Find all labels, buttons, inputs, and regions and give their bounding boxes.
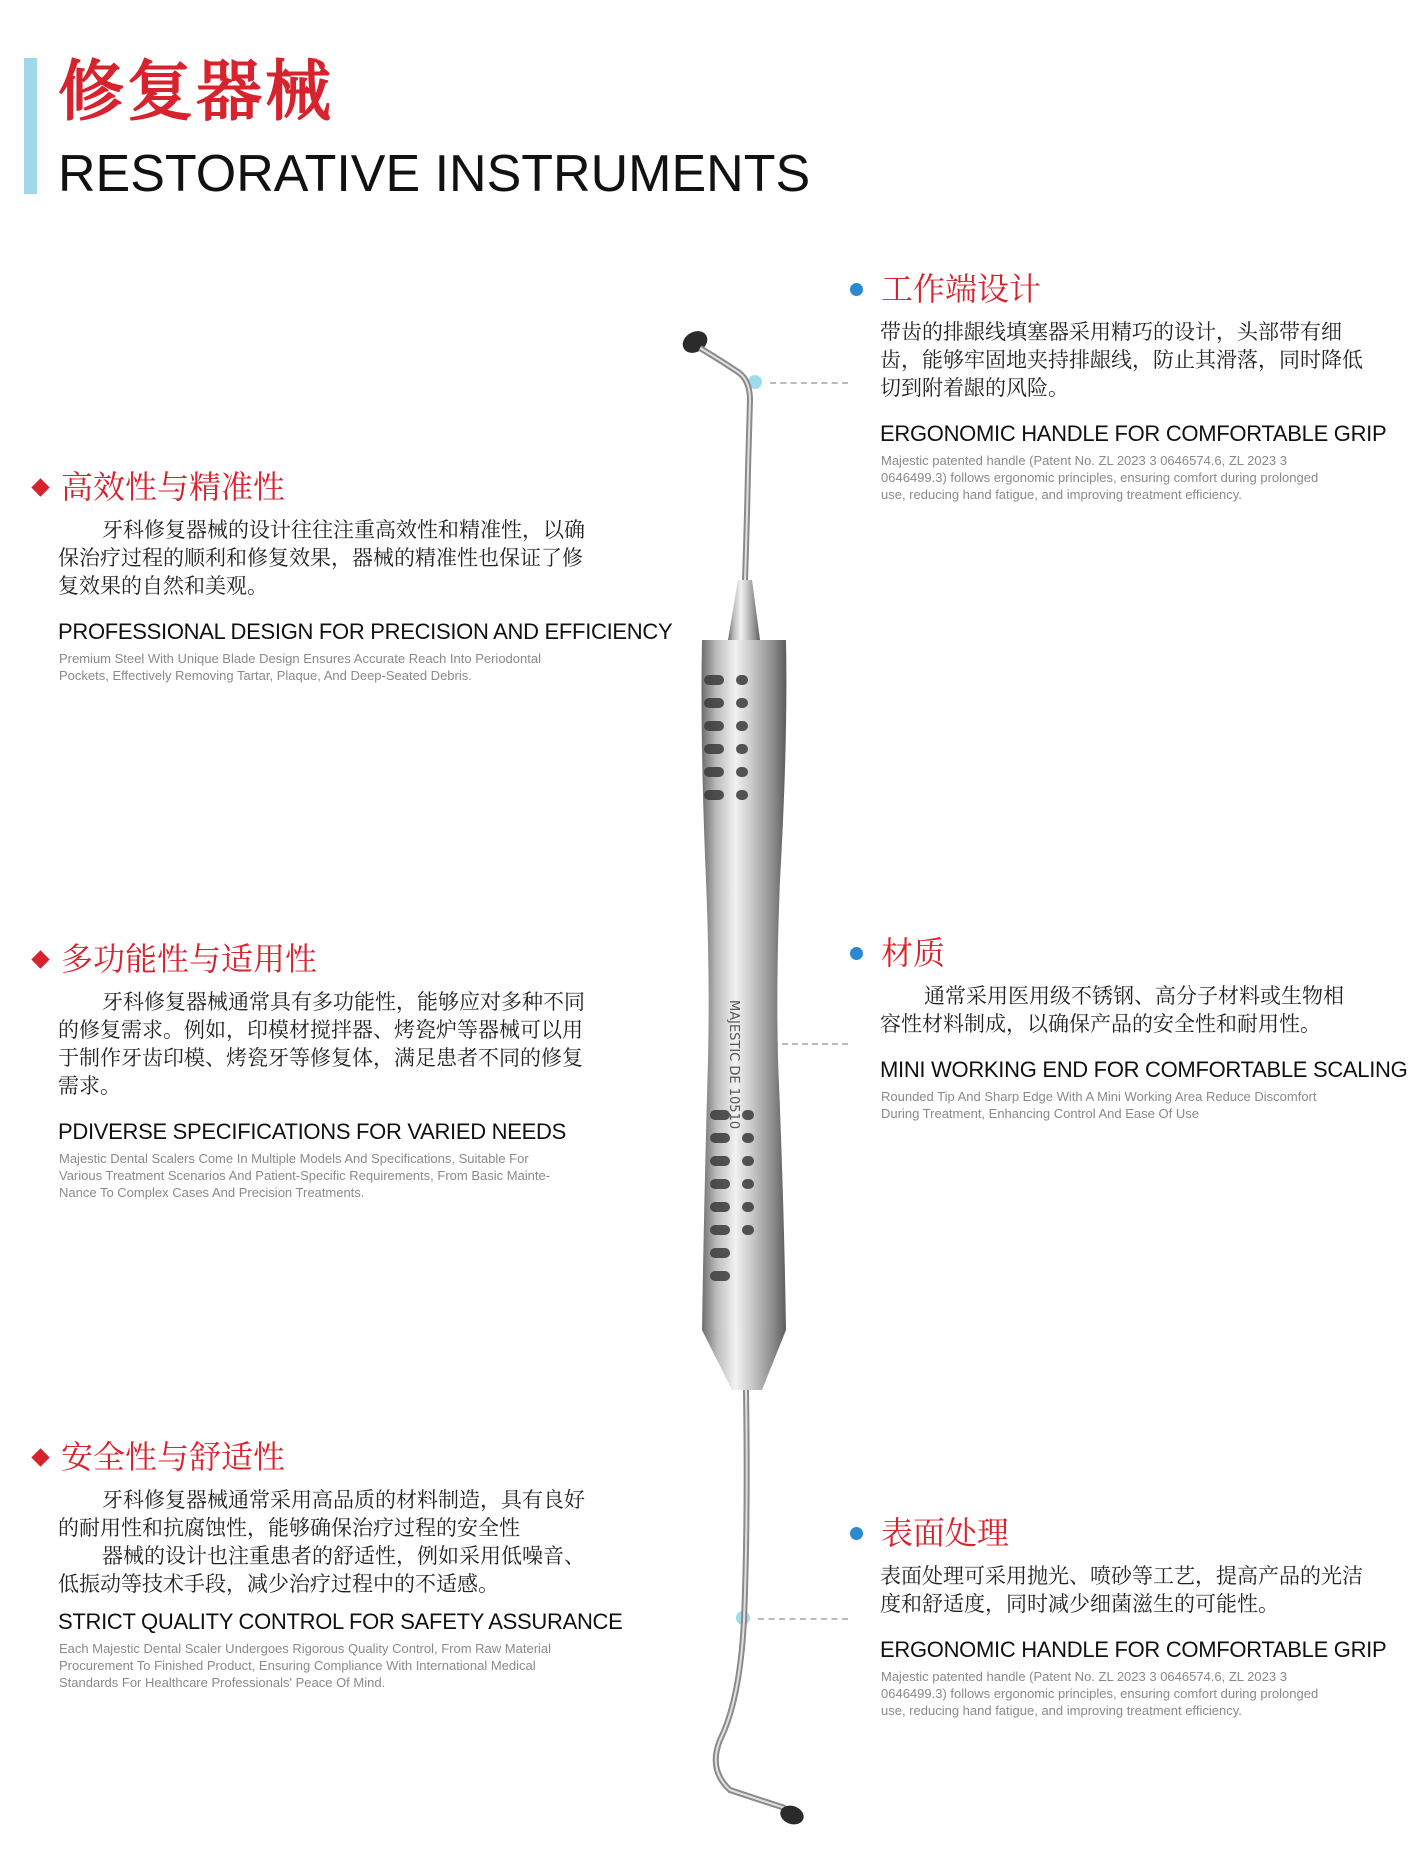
diamond-bullet-icon [31, 950, 49, 968]
feature-cn-text [880, 318, 1388, 402]
feature-en-text [881, 1668, 1388, 1719]
feature-en-heading: PROFESSIONAL DESIGN FOR PRECISION AND EFFICIENCY [58, 619, 673, 644]
cn-line: 器械的设计也注重患者的舒适性，例如采用低噪音、 [102, 1544, 585, 1568]
diamond-bullet-icon [31, 1448, 49, 1466]
cn-line: 表面处理可采用抛光、喷砂等工艺，提高产品的光洁 [880, 1564, 1363, 1588]
feature-en-heading: ERGONOMIC HANDLE FOR COMFORTABLE GRIP [880, 421, 1387, 446]
feature-en-text [59, 1150, 626, 1201]
feature-material [848, 932, 1408, 1122]
en-line: 0646499.3) follows ergonomic principles, ensuring comfort during prolonged [881, 1686, 1319, 1701]
dot-bullet-icon [850, 1527, 863, 1540]
en-line: use, reducing hand fatigue, and improving treatment efficiency. [881, 487, 1242, 502]
cn-line: 的修复需求。例如，印模材搅拌器、烤瓷炉等器械可以用 [58, 1018, 583, 1042]
title-accent-bar [24, 58, 37, 194]
feature-safety [26, 1436, 626, 1691]
dot-bullet-icon [850, 947, 863, 960]
cn-line: 低振动等技术手段，减少治疗过程中的不适感。 [58, 1572, 499, 1596]
page-title-en: RESTORATIVE INSTRUMENTS [58, 145, 811, 203]
handle-engraving: MAJESTIC DE 10510 [726, 1000, 741, 1130]
feature-en-text [59, 1640, 626, 1691]
cn-line: 度和舒适度，同时减少细菌滋生的可能性。 [880, 1592, 1279, 1616]
feature-en-heading: ERGONOMIC HANDLE FOR COMFORTABLE GRIP [880, 1637, 1387, 1662]
top-working-end [679, 327, 750, 580]
feature-cn-text [58, 1486, 626, 1598]
cn-line: 带齿的排龈线填塞器采用精巧的设计，头部带有细 [880, 320, 1342, 344]
feature-en-text [59, 650, 626, 684]
diamond-bullet-icon [31, 478, 49, 496]
feature-heading: 多功能性与适用性 [61, 940, 318, 978]
cn-line: 于制作牙齿印模、烤瓷牙等修复体，满足患者不同的修复 [58, 1046, 583, 1070]
en-line: Majestic Dental Scalers Come In Multiple Models And Specifications, Suitable For [59, 1151, 529, 1166]
cn-line: 牙科修复器械通常具有多功能性，能够应对多种不同 [102, 990, 585, 1014]
feature-versatility [26, 938, 626, 1201]
feature-surface [848, 1512, 1388, 1719]
en-line: Each Majestic Dental Scaler Undergoes Rigorous Quality Control, From Raw Material [59, 1641, 552, 1656]
feature-working-end [848, 268, 1388, 503]
bottom-neck [702, 1330, 786, 1390]
cn-line: 齿，能够牢固地夹持排龈线，防止其滑落，同时降低 [880, 348, 1363, 372]
cn-line: 切到附着龈的风险。 [880, 376, 1069, 400]
en-line: use, reducing hand fatigue, and improving treatment efficiency. [881, 1703, 1242, 1718]
cn-line: 的耐用性和抗腐蚀性，能够确保治疗过程的安全性 [58, 1516, 520, 1540]
en-line: Standards For Healthcare Professionals' Peace Of Mind. [59, 1675, 386, 1690]
feature-heading: 工作端设计 [881, 270, 1042, 308]
en-line: Majestic patented handle (Patent No. ZL 2023 3 0646574.6, ZL 2023 3 [881, 453, 1287, 468]
feature-cn-text [880, 1562, 1388, 1618]
feature-cn-text [58, 516, 626, 600]
top-neck [728, 580, 760, 640]
en-line: Majestic patented handle (Patent No. ZL 2023 3 0646574.6, ZL 2023 3 [881, 1669, 1287, 1684]
en-line: Pockets, Effectively Removing Tartar, Plaque, And Deep-Seated Debris. [59, 668, 472, 683]
cn-line: 需求。 [58, 1074, 121, 1098]
feature-en-heading: STRICT QUALITY CONTROL FOR SAFETY ASSURANCE [58, 1609, 623, 1634]
page-title-cn: 修复器械 [58, 53, 334, 130]
en-line: Various Treatment Scenarios And Patient-Specific Requirements, From Basic Mainte- [59, 1168, 551, 1183]
instrument-handle [702, 640, 787, 1330]
dot-bullet-icon [850, 283, 863, 296]
feature-heading: 材质 [881, 934, 946, 972]
en-line: Nance To Complex Cases And Precision Treatments. [59, 1185, 365, 1200]
feature-heading: 高效性与精准性 [61, 468, 286, 506]
cn-line: 牙科修复器械通常采用高品质的材料制造，具有良好 [102, 1488, 585, 1512]
feature-en-heading: MINI WORKING END FOR COMFORTABLE SCALING [880, 1057, 1408, 1082]
en-line: 0646499.3) follows ergonomic principles, ensuring comfort during prolonged [881, 470, 1319, 485]
feature-en-text [881, 1088, 1388, 1122]
en-line: During Treatment, Enhancing Control And Ease Of Use [881, 1106, 1199, 1121]
cn-line: 容性材料制成，以确保产品的安全性和耐用性。 [880, 1012, 1321, 1036]
feature-heading: 安全性与舒适性 [61, 1438, 286, 1476]
cn-line: 牙科修复器械的设计往往注重高效性和精准性，以确 [102, 518, 585, 542]
en-line: Procurement To Finished Product, Ensuring Compliance With International Medical [59, 1658, 536, 1673]
cn-line: 复效果的自然和美观。 [58, 574, 268, 598]
bottom-working-end [716, 1390, 807, 1828]
feature-en-text [881, 452, 1388, 503]
en-line: Rounded Tip And Sharp Edge With A Mini Working Area Reduce Discomfort [881, 1089, 1317, 1104]
en-line: Premium Steel With Unique Blade Design Ensures Accurate Reach Into Periodontal [59, 651, 541, 666]
cn-line: 保治疗过程的顺利和修复效果，器械的精准性也保证了修 [58, 546, 583, 570]
feature-precision [26, 466, 673, 684]
dental-instrument-illustration [650, 320, 820, 1860]
feature-cn-text [880, 982, 1388, 1038]
cn-line: 通常采用医用级不锈钢、高分子材料或生物相 [924, 984, 1344, 1008]
feature-cn-text [58, 988, 626, 1100]
feature-heading: 表面处理 [881, 1514, 1010, 1552]
feature-en-heading: PDIVERSE SPECIFICATIONS FOR VARIED NEEDS [58, 1119, 566, 1144]
